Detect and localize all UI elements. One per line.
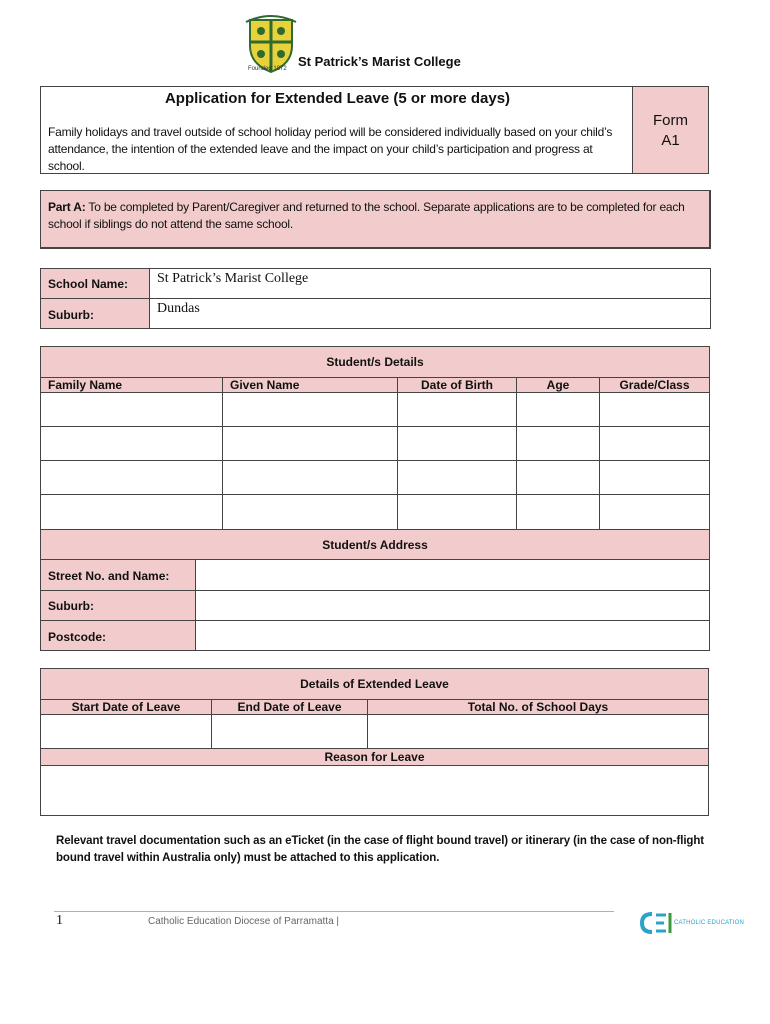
student-cell[interactable]: [516, 494, 600, 530]
student-cell[interactable]: [222, 392, 398, 427]
end-date-label: End Date of Leave: [237, 700, 342, 714]
page-number: 1: [56, 913, 63, 928]
student-cell[interactable]: [397, 426, 517, 461]
start-date-header: [40, 699, 212, 715]
travel-documentation-note: Relevant travel documentation such as an eTicket (in the case of flight bound travel) or itinerary (in the case of non-flight bound travel within Australia only) must be attached to this application.: [56, 835, 705, 864]
col-header-family-name: [40, 377, 223, 393]
total-days-label: Total No. of School Days: [467, 700, 609, 714]
student-cell[interactable]: [516, 460, 600, 495]
students-title-cell: [40, 346, 710, 378]
form-label-line2: A1: [661, 132, 680, 149]
address-suburb-label: Suburb:: [48, 599, 94, 613]
reason-header: [40, 748, 709, 766]
suburb-label-cell: [40, 298, 150, 329]
col-header-family-name-label: Family Name: [48, 378, 123, 392]
col-header-given-name: [222, 377, 398, 393]
student-cell[interactable]: [599, 392, 710, 427]
student-cell[interactable]: [397, 494, 517, 530]
part-a-box: [40, 190, 711, 249]
footer-org-text: Catholic Education Diocese of Parramatta |: [148, 916, 340, 927]
postcode-input[interactable]: [195, 620, 710, 651]
catholic-education-logo: [640, 910, 745, 936]
address-title-cell: [40, 529, 710, 560]
suburb-value-cell[interactable]: [149, 298, 711, 329]
student-cell[interactable]: [397, 460, 517, 495]
start-date-input[interactable]: [40, 714, 212, 749]
student-cell[interactable]: [599, 494, 710, 530]
part-a-text: [48, 199, 703, 233]
students-title: Student/s Details: [326, 355, 424, 369]
student-cell[interactable]: [599, 460, 710, 495]
address-title: Student/s Address: [322, 538, 428, 552]
col-header-dob-label: Date of Birth: [421, 378, 493, 392]
intro-body: Family holidays and travel outside of school holiday period will be considered individually based on your child’s attendance, the intention of the extended leave and the impact on your child’s participation and progress at school.: [48, 125, 613, 173]
part-a-label: Part A:: [48, 200, 86, 214]
col-header-grade: [599, 377, 710, 393]
suburb-label: Suburb:: [48, 308, 94, 322]
school-name-label: School Name:: [48, 277, 129, 291]
col-header-dob: [397, 377, 517, 393]
reason-label: Reason for Leave: [324, 750, 425, 764]
student-cell[interactable]: [516, 392, 600, 427]
col-header-grade-label: Grade/Class: [619, 378, 690, 392]
form-label-box: [632, 86, 709, 174]
part-a-instructions: To be completed by Parent/Caregiver and returned to the school. Separate applications are to be completed for each school if siblings do not attend the same school.: [48, 200, 685, 231]
student-cell[interactable]: [516, 426, 600, 461]
student-cell[interactable]: [40, 494, 223, 530]
col-header-age-label: Age: [546, 378, 570, 392]
student-cell[interactable]: [40, 460, 223, 495]
col-header-age: [516, 377, 600, 393]
student-cell[interactable]: [222, 426, 398, 461]
school-name-value: St Patrick’s Marist College: [157, 271, 309, 286]
postcode-label: Postcode:: [48, 630, 107, 644]
end-date-header: [211, 699, 368, 715]
leave-title-cell: [40, 668, 709, 700]
col-header-given-name-label: Given Name: [230, 378, 300, 392]
student-cell[interactable]: [222, 494, 398, 530]
address-suburb-input[interactable]: [195, 590, 710, 621]
student-cell[interactable]: [40, 426, 223, 461]
total-days-header: [367, 699, 709, 715]
street-input[interactable]: [195, 559, 710, 591]
postcode-label-cell: [40, 620, 196, 651]
street-label-cell: [40, 559, 196, 591]
end-date-input[interactable]: [211, 714, 368, 749]
form-label-line1: Form: [653, 112, 688, 129]
cedp-logo-icon: [640, 910, 676, 936]
founded-text: Founded 1872: [248, 66, 287, 72]
start-date-label: Start Date of Leave: [71, 700, 181, 714]
leave-title: Details of Extended Leave: [300, 677, 449, 691]
logo-text: CATHOLIC EDUCATION: [674, 920, 745, 926]
student-cell[interactable]: [599, 426, 710, 461]
reason-input[interactable]: [40, 765, 709, 816]
footer-rule: [54, 911, 614, 912]
school-header-title: St Patrick’s Marist College: [298, 54, 461, 69]
school-name-label-cell: [40, 268, 150, 299]
school-name-value-cell[interactable]: [149, 268, 711, 299]
street-label: Street No. and Name:: [48, 569, 170, 583]
student-cell[interactable]: [222, 460, 398, 495]
form-title: Application for Extended Leave (5 or more days): [164, 90, 511, 107]
student-cell[interactable]: [40, 392, 223, 427]
total-days-input[interactable]: [367, 714, 709, 749]
suburb-value: Dundas: [157, 301, 200, 316]
address-suburb-label-cell: [40, 590, 196, 621]
intro-box: [40, 86, 633, 174]
student-cell[interactable]: [397, 392, 517, 427]
